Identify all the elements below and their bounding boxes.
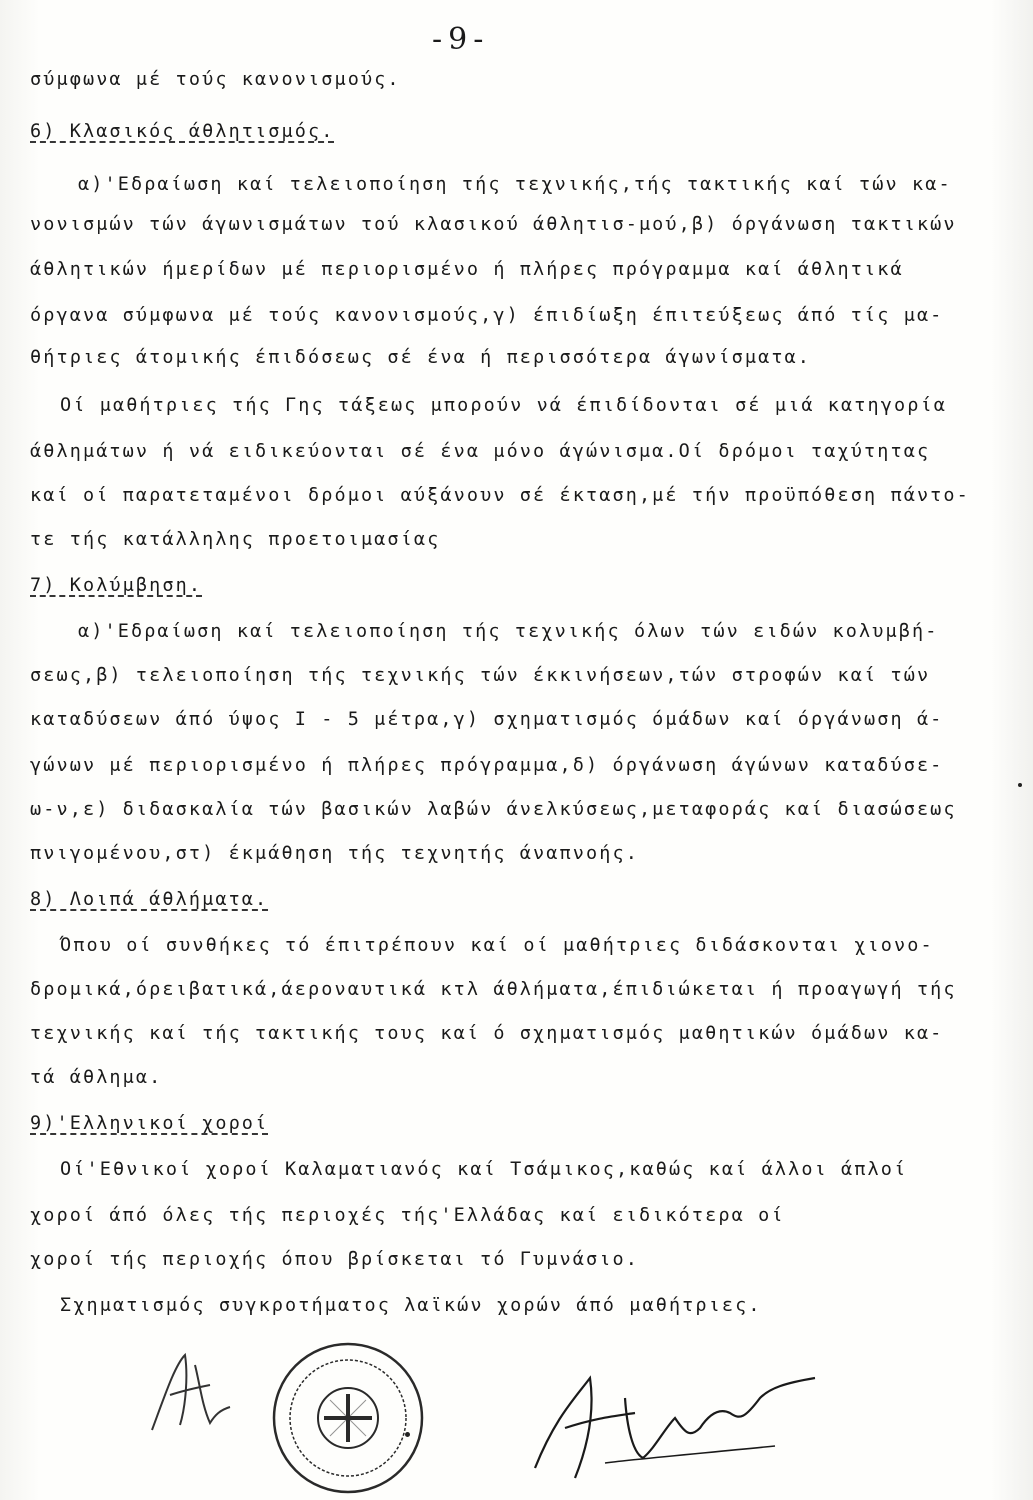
text-line: καί οί παρατεταμένοι δρόμοι αύξάνουν σέ έκταση,μέ τήν προϋπόθεση πάντο-: [30, 485, 970, 506]
text-line: α)'Εδραίωση καί τελειοποίηση τής τεχνικής όλων τών ειδών κολυμβή-: [78, 621, 939, 642]
text-line: τεχνικής καί τής τακτικής τους καί ό σχηματισμός μαθητικών όμάδων κα-: [30, 1023, 944, 1044]
section-heading-greek-dances: 9)'Ελληνικοί χοροί: [30, 1113, 269, 1134]
text-line: άθλημάτων ή νά ειδικεύονται σέ ένα μόνο άγώνισμα.Οί δρόμοι ταχύτητας: [30, 441, 931, 462]
official-seal: [268, 1338, 428, 1498]
text-line: χοροί άπό όλες τής περιοχές τής'Ελλάδας καί ειδικότερα οί: [30, 1205, 785, 1226]
text-line: άθλητικών ήμερίδων μέ περιορισμένο ή πλήρες πρόγραμμα καί άθλητικά: [30, 259, 904, 280]
text-line: σύμφωνα μέ τούς κανονισμούς.: [30, 69, 401, 90]
initials-signature: [140, 1335, 240, 1445]
text-line: νονισμών τών άγωνισμάτων τού κλασικού άθλητισ-μού,β) όργάνωση τακτικών: [30, 214, 957, 235]
section-heading-other-sports: 8) Λοιπά άθλήματα.: [30, 889, 269, 910]
text-line: Οί μαθήτριες τής Γης τάξεως μπορούν νά έπιδίδονται σέ μιά κατηγορία: [60, 395, 947, 416]
text-line: πνιγομένου,στ) έκμάθηση τής τεχνητής άναπνοής.: [30, 843, 639, 864]
text-line: όργανα σύμφωνα μέ τούς κανονισμούς,γ) έπιδίωξη έπιτεύξεως άπό τίς μα-: [30, 305, 944, 326]
text-line: καταδύσεων άπό ύψος Ι - 5 μέτρα,γ) σχηματισμός όμάδων καί όργάνωση ά-: [30, 709, 944, 730]
page-number: -9-: [432, 22, 490, 57]
text-line: δρομικά,όρειβατικά,άεροναυτικά κτλ άθλήματα,έπιδιώκεται ή προαγωγή τής: [30, 979, 957, 1000]
text-line: α)'Εδραίωση καί τελειοποίηση τής τεχνικής,τής τακτικής καί τών κα-: [78, 174, 952, 195]
ink-dot: [405, 1432, 410, 1437]
text-line: Οί'Εθνικοί χοροί Καλαματιανός καί Τσάμικος,καθώς καί άλλοι άπλοί: [60, 1159, 908, 1180]
text-line: θήτριες άτομικής έπιδόσεως σέ ένα ή περισσότερα άγωνίσματα.: [30, 347, 812, 368]
signature: [515, 1358, 835, 1498]
ink-dot: [1018, 783, 1022, 787]
text-line: Σχηματισμός συγκροτήματος λαϊκών χορών άπό μαθήτριες.: [60, 1295, 762, 1316]
text-line: τε τής κατάλληλης προετοιμασίας: [30, 529, 441, 550]
text-line: σεως,β) τελειοποίηση τής τεχνικής τών έκκινήσεων,τών στροφών καί τών: [30, 665, 931, 686]
text-line: χοροί τής περιοχής όπου βρίσκεται τό Γυμνάσιο.: [30, 1249, 639, 1270]
text-line: γώνων μέ περιορισμένο ή πλήρες πρόγραμμα,δ) όργάνωση άγώνων καταδύσε-: [30, 755, 944, 776]
text-line: τά άθλημα.: [30, 1067, 163, 1088]
section-heading-athletics: 6) Κλασικός άθλητισμός.: [30, 121, 335, 142]
section-heading-swimming: 7) Κολύμβηση.: [30, 575, 203, 596]
text-line: Όπου οί συνθήκες τό έπιτρέπουν καί οί μαθήτριες διδάσκονται χιονο-: [60, 935, 934, 956]
text-line: ω-ν,ε) διδασκαλία τών βασικών λαβών άνελκύσεως,μεταφοράς καί διασώσεως: [30, 799, 957, 820]
